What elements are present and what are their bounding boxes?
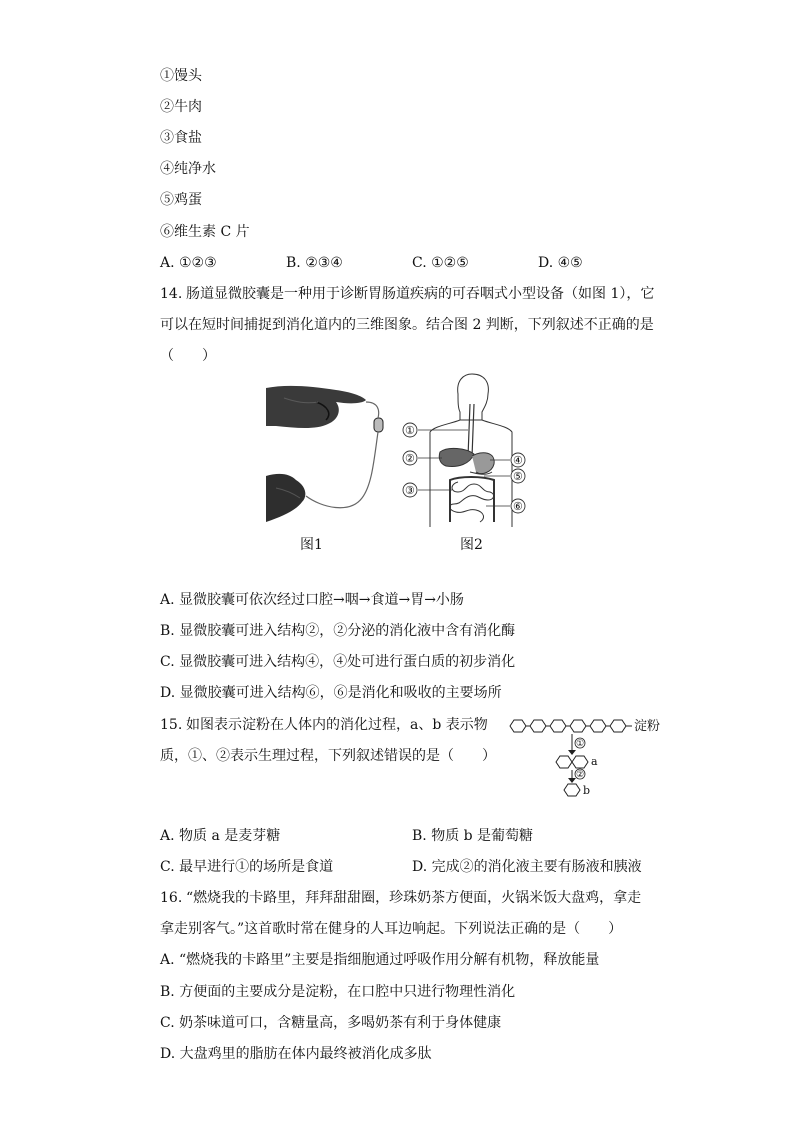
q14-text-1: 肠道显微胶囊是一种用于诊断胃肠道疾病的可吞咽式小型设备（如图 1），它 xyxy=(186,286,655,302)
maltose-a-label: a xyxy=(591,755,598,768)
stomach xyxy=(472,453,494,474)
capsule xyxy=(374,418,383,432)
q16-text-1: “燃烧我的卡路里，拜拜甜甜圈，珍珠奶茶方便面，火锅米饭大盘鸡，拿走 xyxy=(186,890,642,906)
q13-item-2: ②牛肉 xyxy=(160,99,202,115)
q15-option-b[interactable]: B. 物质 b 是葡萄糖 xyxy=(412,828,534,844)
esophagus xyxy=(468,404,474,457)
q13-item-4: ④纯净水 xyxy=(160,161,216,177)
q15-text-1: 如图表示淀粉在人体内的消化过程，a、b 表示物 xyxy=(186,717,488,733)
starch-label: 淀粉 xyxy=(634,719,661,734)
q16-number: 16. xyxy=(160,890,183,906)
fig2-label-2: ② xyxy=(405,452,415,465)
starch-digestion-diagram xyxy=(508,712,634,802)
small-intestine xyxy=(450,482,494,522)
q14-stem-line-1 xyxy=(160,284,654,304)
q13-option-a[interactable]: A. ①②③ xyxy=(160,255,217,271)
q13-item-6: ⑥维生素 C 片 xyxy=(160,224,250,240)
q13-item-3: ③食盐 xyxy=(160,130,202,146)
q14-stem-line-3: （ ） xyxy=(160,348,216,364)
q15-number: 15. xyxy=(160,717,183,733)
liver xyxy=(439,448,474,466)
q13-item-5: ⑤鸡蛋 xyxy=(160,192,202,208)
q16-stem-line-2: 拿走别客气。”这首歌时常在健身的人耳边响起。下列说法正确的是（ ） xyxy=(160,921,623,937)
figure-2-caption: 图2 xyxy=(460,537,483,553)
diagram-step-1-label: ① xyxy=(576,739,585,749)
q13-item-1: ①馒头 xyxy=(160,68,202,84)
glucose-b-label: b xyxy=(583,784,591,797)
q13-option-c[interactable]: C. ①②⑤ xyxy=(412,255,469,271)
q13-option-d[interactable]: D. ④⑤ xyxy=(538,255,583,271)
q15-option-d[interactable]: D. 完成②的消化液主要有肠液和胰液 xyxy=(412,859,642,875)
diagram-step-2-label: ② xyxy=(576,770,585,780)
q14-option-c[interactable]: C. 显微胶囊可进入结构④，④处可进行蛋白质的初步消化 xyxy=(160,654,516,670)
figure-1-caption: 图1 xyxy=(300,537,323,553)
q13-option-b[interactable]: B. ②③④ xyxy=(286,255,343,271)
torso-outline xyxy=(430,420,512,527)
q15-option-c[interactable]: C. 最早进行①的场所是食道 xyxy=(160,859,334,875)
q16-stem-line-1 xyxy=(160,888,641,908)
q16-option-d[interactable]: D. 大盘鸡里的脂肪在体内最终被消化成多肽 xyxy=(160,1046,432,1062)
q14-number: 14. xyxy=(160,286,183,302)
q14-option-b[interactable]: B. 显微胶囊可进入结构②，②分泌的消化液中含有消化酶 xyxy=(160,623,516,639)
fig2-label-3: ③ xyxy=(405,484,415,497)
q14-stem-line-2: 可以在短时间捕捉到消化道内的三维图象。结合图 2 判断，下列叙述不正确的是 xyxy=(160,317,654,333)
q16-option-c[interactable]: C. 奶茶味道可口，含糖量高，多喝奶茶有利于身体健康 xyxy=(160,1015,502,1031)
q14-option-a[interactable]: A. 显微胶囊可依次经过口腔→咽→食道→胃→小肠 xyxy=(160,592,464,608)
fig2-label-5: ⑤ xyxy=(513,470,523,483)
q15-stem-line-2: 质，①、②表示生理过程，下列叙述错误的是（ ） xyxy=(160,748,496,764)
fig2-label-1: ① xyxy=(405,424,415,437)
fig2-label-6: ⑥ xyxy=(513,500,523,513)
q16-option-a[interactable]: A. “燃烧我的卡路里”主要是指细胞通过呼吸作用分解有机物，释放能量 xyxy=(160,952,600,968)
q15-option-a[interactable]: A. 物质 a 是麦芽糖 xyxy=(160,828,281,844)
q15-stem-line-1 xyxy=(160,715,488,735)
q14-option-d[interactable]: D. 显微胶囊可进入结构⑥，⑥是消化和吸收的主要场所 xyxy=(160,685,502,701)
figure-1-capsule-photo xyxy=(266,380,396,525)
head-outline xyxy=(458,374,489,420)
q16-option-b[interactable]: B. 方便面的主要成分是淀粉，在口腔中只进行物理性消化 xyxy=(160,984,516,1000)
fig2-label-4: ④ xyxy=(513,454,523,467)
